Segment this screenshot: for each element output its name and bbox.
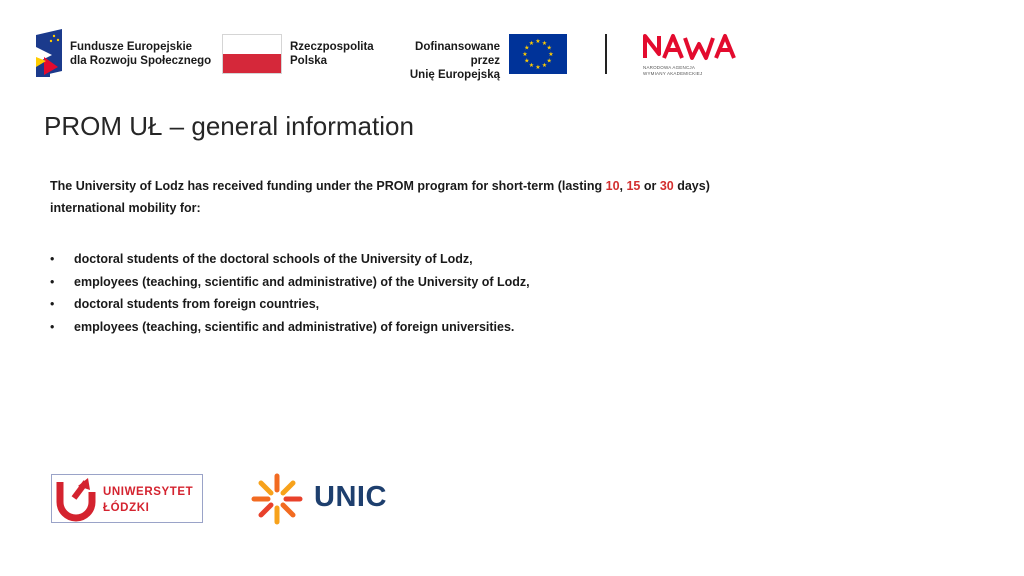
intro-sep1: , (619, 179, 627, 193)
ul-logo-text (103, 484, 193, 516)
bullet-icon: • (50, 274, 55, 289)
eu-flag-icon (509, 34, 567, 74)
fe-logo-text (70, 40, 211, 68)
pl-logo-line2: Polska (290, 55, 328, 67)
svg-text:★: ★ (546, 57, 552, 65)
duration-15: 15 (626, 179, 641, 193)
svg-text:★: ★ (528, 62, 535, 70)
nawa-logo-subtitle (643, 65, 702, 77)
duration-30: 30 (659, 179, 674, 193)
pl-logo-text (290, 40, 374, 68)
eligibility-list (50, 248, 530, 338)
polish-flag-icon (222, 34, 282, 74)
fe-logo-line1: Fundusze Europejskie (70, 41, 193, 53)
intro-text-part1: The University of Lodz has received funding under the PROM program for short-term (lasting (50, 179, 606, 193)
list-item-text: employees (teaching, scientific and administrative) of the University of Lodz, (74, 274, 530, 289)
uniwersytet-lodzki-logo (51, 474, 203, 523)
nawa-sub-line2: WYMIANY AKADEMICKIEJ (643, 71, 703, 76)
svg-text:★: ★ (524, 57, 530, 65)
svg-text:★: ★ (548, 51, 554, 58)
intro-line2: international mobility for: (50, 201, 201, 215)
svg-text:★: ★ (524, 44, 530, 52)
unic-logo (250, 472, 390, 528)
fundusze-europejskie-logo (34, 27, 214, 79)
svg-text:★: ★ (528, 39, 535, 47)
ul-logo-line2: ŁÓDZKI (103, 502, 150, 514)
duration-10: 10 (605, 179, 620, 193)
intro-paragraph (50, 175, 770, 219)
pl-logo-line1: Rzeczpospolita (290, 41, 374, 53)
bullet-icon: • (50, 297, 55, 311)
list-item-text: doctoral students of the doctoral schools of the University of Lodz, (74, 252, 473, 266)
header-divider (605, 34, 607, 74)
uniwersytet-lodzki-icon (54, 476, 98, 523)
nawa-logo (640, 30, 750, 78)
bullet-icon: • (50, 252, 55, 266)
svg-text:★: ★ (535, 38, 541, 45)
list-item (50, 293, 530, 316)
list-item-text: doctoral students from foreign countries, (74, 297, 320, 311)
eu-logo-line2: Unię Europejską (409, 69, 500, 81)
intro-sep2: or (640, 179, 660, 193)
list-item (50, 248, 530, 271)
svg-text:★: ★ (546, 44, 552, 52)
nawa-sub-line1: NARODOWA AGENCJA (643, 65, 696, 70)
svg-text:★: ★ (541, 62, 548, 70)
ul-logo-line1: UNIWERSYTET (103, 486, 194, 498)
rzeczpospolita-polska-logo (222, 34, 392, 76)
bullet-icon: • (50, 319, 55, 334)
fe-logo-line2: dla Rozwoju Społecznego (70, 55, 212, 67)
eu-funding-logo (390, 34, 570, 81)
list-item (50, 271, 530, 294)
intro-line1 (50, 175, 770, 197)
intro-text-part2: days) (673, 179, 710, 193)
unic-burst-icon (250, 472, 304, 526)
list-item-text: employees (teaching, scientific and administrative) of foreign universities. (74, 319, 515, 334)
list-item (50, 316, 530, 339)
eu-logo-line1: Dofinansowane przez (415, 41, 500, 67)
unic-logo-text: UNIC (314, 481, 387, 513)
svg-text:★: ★ (535, 64, 541, 71)
eu-logo-text (390, 40, 500, 82)
nawa-wordmark-icon (642, 30, 742, 62)
svg-text:★: ★ (522, 51, 528, 58)
fundusze-europejskie-icon (34, 27, 66, 79)
page-title: PROM UŁ – general information (44, 111, 414, 141)
svg-text:★: ★ (541, 39, 548, 47)
